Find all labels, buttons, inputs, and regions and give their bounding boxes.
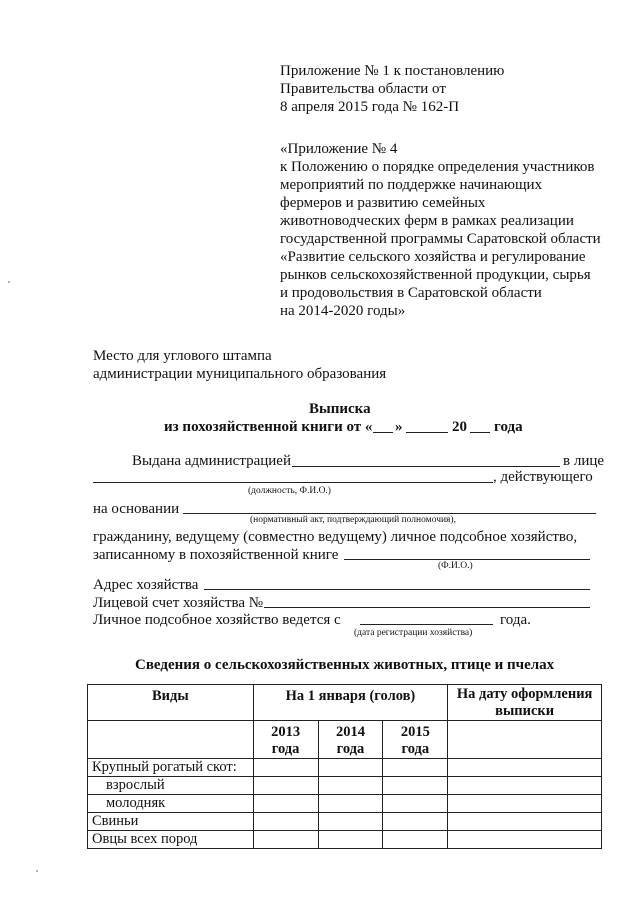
registered-fio-field[interactable] <box>344 559 590 560</box>
row-sheep: Овцы всех пород <box>88 831 254 849</box>
address-field[interactable] <box>204 589 590 590</box>
cell-input[interactable] <box>253 777 318 795</box>
title-year-blank[interactable] <box>470 432 490 433</box>
table-row <box>88 759 602 777</box>
appendix4-line-3: мероприятий по поддержке начинающих <box>280 177 543 193</box>
administration-field[interactable] <box>292 466 560 467</box>
cell-input[interactable] <box>448 831 602 849</box>
title-date-prefix: из похозяйственной книги от « <box>164 419 373 435</box>
hint-position-fio: (должность, Ф.И.О.) <box>248 486 331 496</box>
in-person-label: в лице <box>563 453 605 469</box>
table-row <box>88 813 602 831</box>
table-row <box>88 777 602 795</box>
issued-by-label: Выдана администрацией <box>132 453 291 469</box>
cell-input[interactable] <box>318 813 383 831</box>
scan-speck <box>36 870 38 872</box>
cell-input[interactable] <box>253 759 318 777</box>
hint-fio: (Ф.И.О.) <box>438 561 473 571</box>
basis-field[interactable] <box>183 513 596 514</box>
table-header-row <box>88 685 602 721</box>
cell-input[interactable] <box>253 831 318 849</box>
row-adult: взрослый <box>88 777 254 795</box>
cell-input[interactable] <box>318 777 383 795</box>
appendix4-line-10: на 2014-2020 годы» <box>280 303 406 319</box>
since-label: Личное подсобное хозяйство ведется с <box>93 612 341 628</box>
citizen-line: гражданину, ведущему (совместно ведущему) личное подсобное хозяйство, <box>93 529 578 545</box>
basis-label: на основании <box>93 501 180 517</box>
cell-input[interactable] <box>448 759 602 777</box>
header-issue-date: На дату оформления выписки <box>448 685 602 721</box>
stamp-line-2: администрации муниципального образования <box>93 366 387 382</box>
cell-input[interactable] <box>383 777 448 795</box>
cell-input[interactable] <box>448 795 602 813</box>
row-young: молодняк <box>88 795 254 813</box>
cell-input[interactable] <box>383 831 448 849</box>
cell-input[interactable] <box>383 795 448 813</box>
appendix4-line-1: «Приложение № 4 <box>280 141 398 157</box>
title-day-blank[interactable] <box>373 432 393 433</box>
scan-speck <box>8 281 10 283</box>
account-label: Лицевой счет хозяйства № <box>93 595 264 611</box>
title-date-quote: » <box>395 419 403 435</box>
appendix4-line-2: к Положению о порядке определения участников <box>280 159 595 175</box>
position-fio-field[interactable] <box>93 482 493 483</box>
cell-input[interactable] <box>253 795 318 813</box>
cell-input[interactable] <box>318 795 383 813</box>
cell-input[interactable] <box>383 813 448 831</box>
title-date-suffix: года <box>494 419 523 435</box>
section-title: Сведения о сельскохозяйственных животных, птице и пчелах <box>135 657 555 673</box>
appendix-line-3: 8 апреля 2015 года № 162-П <box>280 99 460 115</box>
table-years-row <box>88 721 602 759</box>
since-year-word: года. <box>500 612 531 628</box>
row-cattle: Крупный рогатый скот: <box>88 759 254 777</box>
year-2014: 2014 года <box>318 721 383 759</box>
cell-input[interactable] <box>253 813 318 831</box>
year-2015: 2015 года <box>383 721 448 759</box>
title-date-century: 20 <box>452 419 467 435</box>
appendix4-line-7: «Развитие сельского хозяйства и регулирование <box>280 249 586 265</box>
appendix4-line-4: фермеров и развитию семейных <box>280 195 486 211</box>
acting-label: , действующего <box>493 469 593 485</box>
appendix-line-2: Правительства области от <box>280 81 446 97</box>
hint-registration-date: (дата регистрации хозяйства) <box>354 628 473 638</box>
table-row <box>88 795 602 813</box>
table-row <box>88 831 602 849</box>
document-title: Выписка <box>309 401 371 417</box>
cell-input[interactable] <box>448 813 602 831</box>
registered-label: записанному в похозяйственной книге <box>93 547 339 563</box>
years-issue-cell <box>448 721 602 759</box>
hint-normative-act: (нормативный акт, подтверждающий полномочия), <box>250 515 456 525</box>
address-label: Адрес хозяйства <box>93 577 199 593</box>
header-jan1: На 1 января (голов) <box>253 685 448 721</box>
header-kinds: Виды <box>88 685 254 721</box>
account-field[interactable] <box>264 607 590 608</box>
appendix4-line-6: государственной программы Саратовской области <box>280 231 601 247</box>
row-pigs: Свиньи <box>88 813 254 831</box>
year-2013: 2013 года <box>253 721 318 759</box>
appendix4-line-5: животноводческих ферм в рамках реализации <box>280 213 574 229</box>
animals-table <box>87 684 602 849</box>
cell-input[interactable] <box>448 777 602 795</box>
appendix4-line-9: и продовольствия в Саратовской области <box>280 285 542 301</box>
cell-input[interactable] <box>318 759 383 777</box>
title-month-blank[interactable] <box>406 432 448 433</box>
years-empty-cell <box>88 721 254 759</box>
registration-date-field[interactable] <box>360 624 493 625</box>
cell-input[interactable] <box>318 831 383 849</box>
cell-input[interactable] <box>383 759 448 777</box>
stamp-line-1: Место для углового штампа <box>93 348 272 364</box>
appendix-line-1: Приложение № 1 к постановлению <box>280 63 505 79</box>
appendix4-line-8: рынков сельскохозяйственной продукции, сырья <box>280 267 591 283</box>
